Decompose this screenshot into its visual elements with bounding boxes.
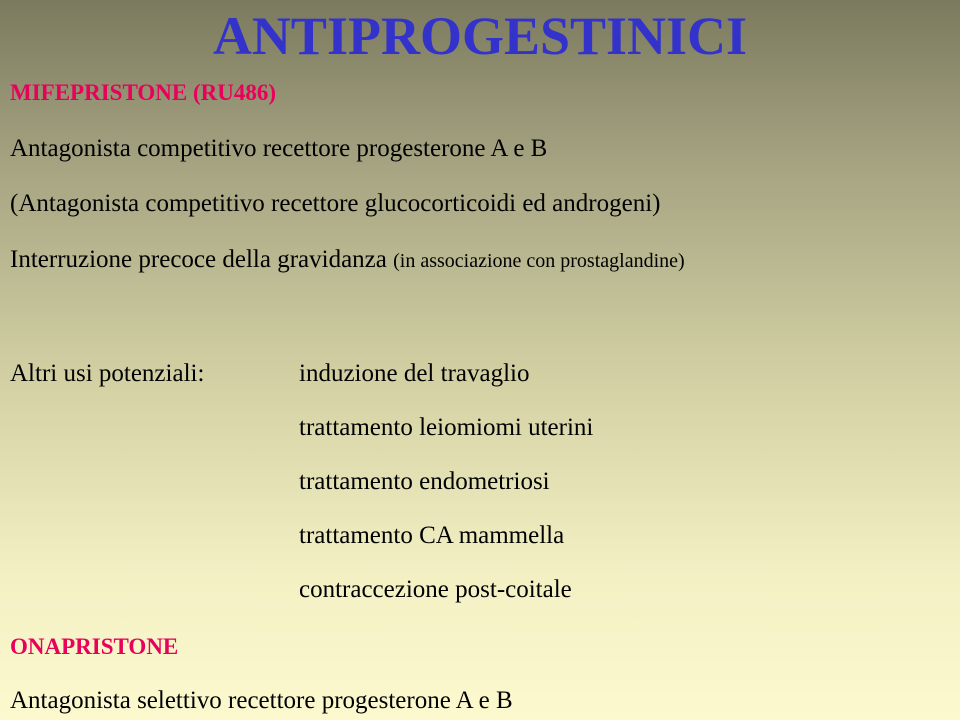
use-item: trattamento leiomiomi uterini (299, 414, 594, 441)
text-line-main: Interruzione precoce della gravidanza (10, 246, 394, 273)
uses-label: Altri usi potenziali: (10, 360, 205, 387)
section-heading-onapristone: ONAPRISTONE (10, 634, 179, 659)
use-item: trattamento endometriosi (299, 468, 550, 495)
use-item: contraccezione post-coitale (299, 576, 572, 603)
use-item: induzione del travaglio (299, 360, 530, 387)
text-line (10, 245, 685, 276)
section-heading-mifepristone: MIFEPRISTONE (RU486) (10, 80, 277, 105)
text-line: (Antagonista competitivo recettore glucocorticoidi ed androgeni) (10, 190, 661, 217)
text-line: Antagonista competitivo recettore progesterone A e B (10, 135, 548, 162)
text-line: Antagonista selettivo recettore progesterone A e B (10, 687, 513, 714)
slide-title: ANTIPROGESTINICI (212, 6, 748, 66)
use-item: trattamento CA mammella (299, 522, 565, 549)
text-line-note: (in associazione con prostaglandine) (393, 250, 685, 272)
